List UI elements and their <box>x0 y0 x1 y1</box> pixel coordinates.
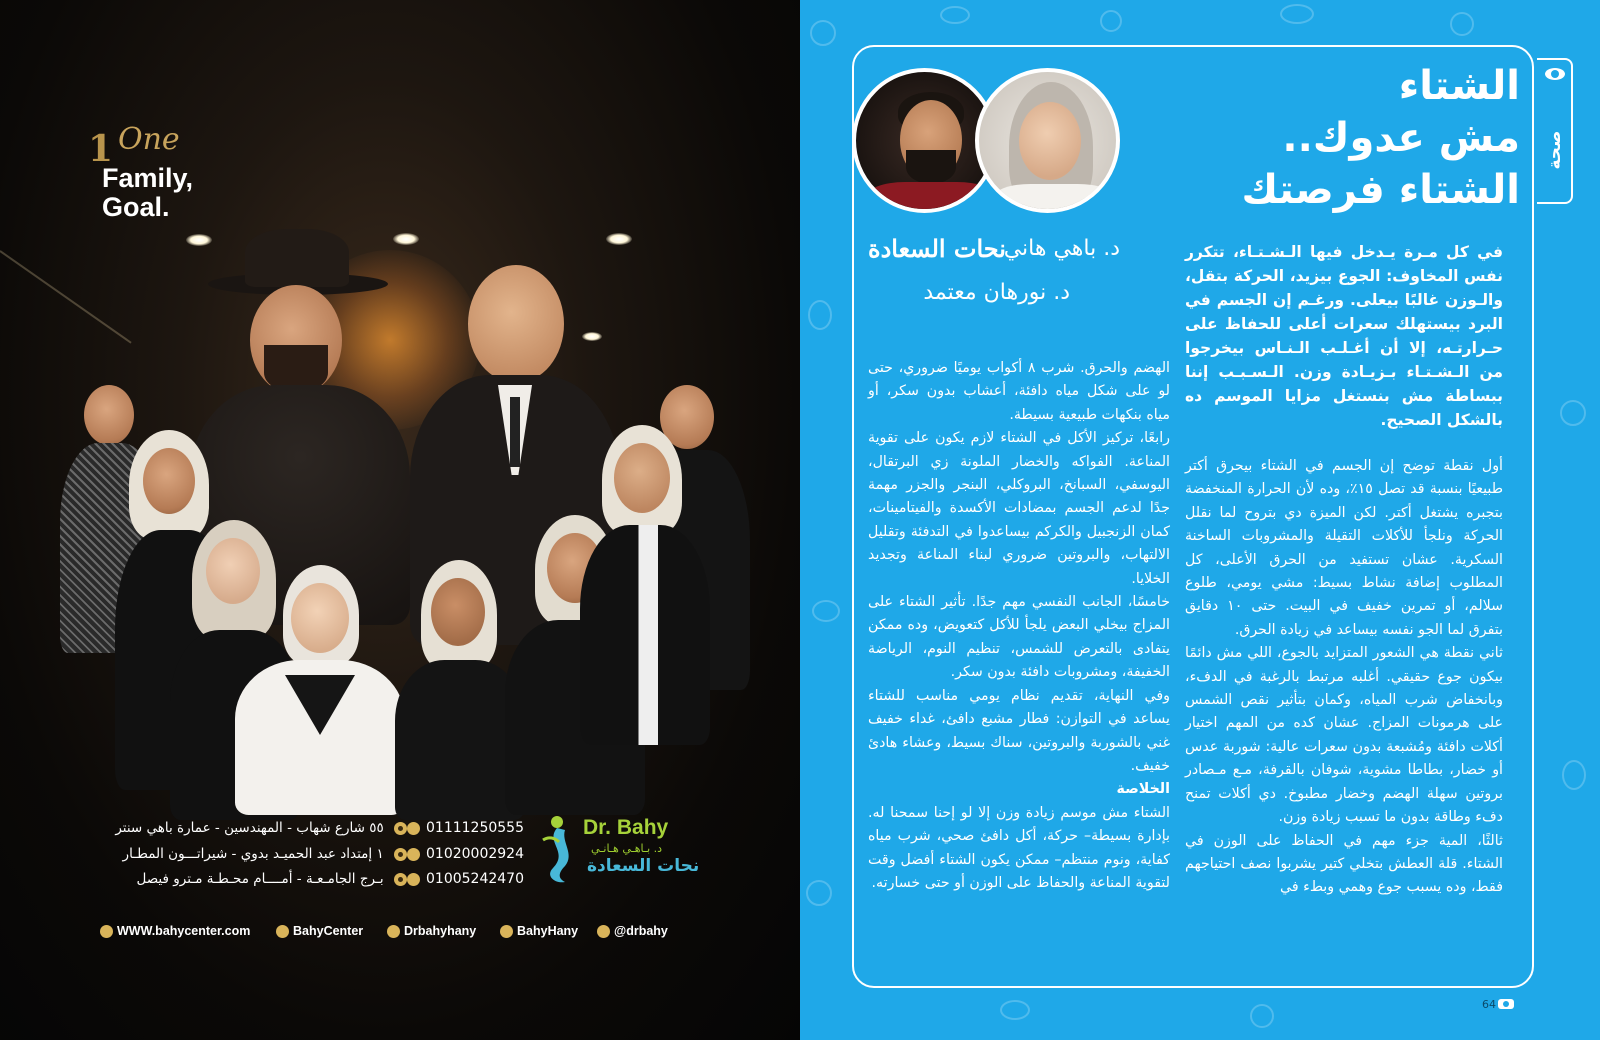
doodle <box>1450 12 1474 36</box>
instagram-link[interactable]: BahyHany <box>500 924 578 938</box>
instagram-icon <box>500 925 513 938</box>
location-pin-icon <box>394 848 407 861</box>
tiktok-link[interactable]: @drbahy <box>597 924 668 938</box>
doodle <box>1562 760 1586 790</box>
article-title: الشتاء مش عدوك.. الشتاء فرصتك <box>1241 63 1520 213</box>
snapchat-link[interactable]: Drbahyhany <box>387 924 476 938</box>
one-family-goal-logo <box>88 122 238 228</box>
eye-icon <box>1545 68 1565 80</box>
mermaid-icon <box>535 812 581 890</box>
clinic-tagline: نحات السعادة <box>587 856 700 876</box>
globe-icon <box>100 925 113 938</box>
doodle <box>1100 10 1122 32</box>
paragraph: وفي النهاية، تقديم نظام يومي مناسب للشتاء يساعد في التوازن: فطار مشبع دافئ، غداء خفيف غني بالشوربة والبروتين، سناك بسيط، وعشاء هادئ خفيف. <box>868 687 1170 774</box>
article-column-right <box>1185 455 1503 900</box>
clinic-name-en: Dr. Bahy <box>583 816 669 839</box>
location-pin-icon <box>394 873 407 886</box>
facebook-icon <box>276 925 289 938</box>
doodle <box>806 880 832 906</box>
phone-icon <box>407 848 420 861</box>
paragraph: الهضم والحرق. شرب ٨ أكواب يوميًا ضروري، حتى لو على شكل مياه دافئة، أعشاب بدون سكر، أو مياه بنكهات طبيعية بسيطة. <box>868 360 1170 423</box>
facebook-link[interactable]: BahyCenter <box>276 924 363 938</box>
article-column-left <box>868 357 1170 895</box>
magazine-page <box>800 0 1600 1040</box>
logo-script: One <box>118 122 180 157</box>
paragraph: الشتاء مش موسم زيادة وزن إلا لو إحنا سمحنا له. بإدارة بسيطة– حركة، أكل دافئ صحي، شرب مياه كفاية، ونوم منتظم– ممكن يكون الشتاء أفضل وقت لتقوية المناعة والحفاظ على الوزن أو حتى خسارته. <box>868 804 1170 891</box>
social-links <box>100 924 700 944</box>
eye-icon <box>1498 999 1514 1009</box>
doodle <box>810 20 836 46</box>
logo-number: 1 <box>88 128 114 170</box>
clinic-name-ar: د. بـاهـي هـانـي <box>591 842 663 855</box>
section-label: صحة <box>1545 130 1565 170</box>
page-number: 64 <box>1482 998 1496 1011</box>
author-name: د. نورهان معتمد <box>923 280 1070 305</box>
author-photo <box>975 68 1120 213</box>
doodle <box>1560 400 1586 426</box>
snapchat-icon <box>387 925 400 938</box>
doodle <box>1280 4 1314 24</box>
location-pin-icon <box>394 822 407 835</box>
tiktok-icon <box>597 925 610 938</box>
paragraph: ثالثًا، المية جزء مهم في الحفاظ على الوزن في الشتاء. قلة العطش بتخلي كتير يشربوا نصف احتياجهم فقط، وده يسبب جوع وهمي وبطء في <box>1185 832 1503 896</box>
paragraph: خامسًا، الجانب النفسي مهم جدًا. تأثير الشتاء على المزاج بيخلي البعض يلجأ للأكل كتعويض، وده ممكن يتفادى بالتعرض للشمس، تنظيم النوم، الرياضة الخفيفة، ومشروبات دافئة بدون سكر. <box>868 594 1170 681</box>
phone-icon <box>407 873 420 886</box>
phone-line: 01005242470 <box>407 871 524 887</box>
doodle <box>1250 1004 1274 1028</box>
phone-line: 01111250555 <box>407 820 524 836</box>
person <box>235 565 405 815</box>
section-tab <box>1537 58 1573 204</box>
dr-bahy-logo <box>535 812 700 892</box>
phone-line: 01020002924 <box>407 846 524 862</box>
address-line: ١ إمتداد عبد الحميـد بدوي - شيراتـــون المطـار <box>123 846 407 862</box>
phone-icon <box>407 822 420 835</box>
author-brand-logo: نحات السعادة <box>868 234 1006 263</box>
author-name: د. باهي هاني <box>1003 236 1120 261</box>
doodle <box>1000 1000 1030 1020</box>
address-line: ٥٥ شارع شهاب - المهندسين - عمارة باهي سنتر <box>115 820 407 836</box>
doodle <box>808 300 832 330</box>
website-link[interactable]: WWW.bahycenter.com <box>100 924 250 938</box>
paragraph: رابعًا، تركيز الأكل في الشتاء لازم يكون على تقوية المناعة. الفواكه والخضار الملونة زي البرتقال، اليوسفي، السبانخ، البروكلي، البنجر والجزر مهمة جدًا لدعم الجسم بمضادات الأكسدة والفيتامينات، كمان الزنجبيل والكركم بيساعدوا في التدفئة وتقليل الالتهاب، والبروتين ضروري لبناء المناعة وتجديد الخلايا. <box>868 430 1170 587</box>
summary-heading: الخلاصة <box>1116 781 1170 798</box>
article-lead: في كل مـرة يـدخل فيها الـشـتـاء، تتكرر نفس المخاوف: الجوع بيزيد، الحركة بتقل، والـوزن غالبًا بيعلى. ورغـم إن الجسم في البرد بيستهلك سعرات أعلى للحفاظ على حـرارتـه، إلا أن أغـلـب الـنـاس بيخرجوا من الـشـتـاء بـزيـادة وزن. الـسـبـب إننا ببساطة مش بنستغل مزايا الموسم ده بالشكل الصحيح. <box>1185 243 1503 429</box>
team-group-photo <box>40 225 780 815</box>
doodle <box>812 600 840 622</box>
paragraph: ثاني نقطة هي الشعور المتزايد بالجوع، اللي مش دائمًا بيكون جوع حقيقي. أغلبه مرتبط بالرغبة في الدفء، وبانخفاض شرب المياه، وكمان بتأثير نقص الشمس على هرمونات المزاج. عشان كده من المهم اختيار أكلات دافئة ومُشبعة بدون سعرات عالية: شوربة عدس أو خضار، بطاطا مشوية، شوفان بالقرفة، مـع مـصادر بروتين سهلة الهضم وخضار مطبوخ. دي أكلات تمنح دفء وطاقة بدون ما تسبب زيادة وزن. <box>1185 645 1503 826</box>
person <box>580 425 710 745</box>
paragraph: أول نقطة توضح إن الجسم في الشتاء بيحرق أكتر طبيعيًا بنسبة قد تصل ١٥٪، وده لأن الحرارة المنخفضة بتجبره يشتغل أكتر. لكن الميزة دي بتروح لما نقلل الحركة ونلجأ للأكلات التقيلة والمشروبات الساخنة السكرية. عشان تستفيد من الحرق الأعلى، كل المطلوب إضافة نشاط بسيط: مشي يومي، طلوع سلالم، أو تمرين خفيف في البيت. حتى ١٠ دقايق بتفرق لما الجو نفسه بيساعد في زيادة الحرق. <box>1185 458 1504 638</box>
address-line: بـرج الجامـعـة - أمــــام محـطـة مـترو فيصل <box>136 871 407 887</box>
doodle <box>940 6 970 24</box>
logo-text: Family, Goal. <box>102 163 194 222</box>
